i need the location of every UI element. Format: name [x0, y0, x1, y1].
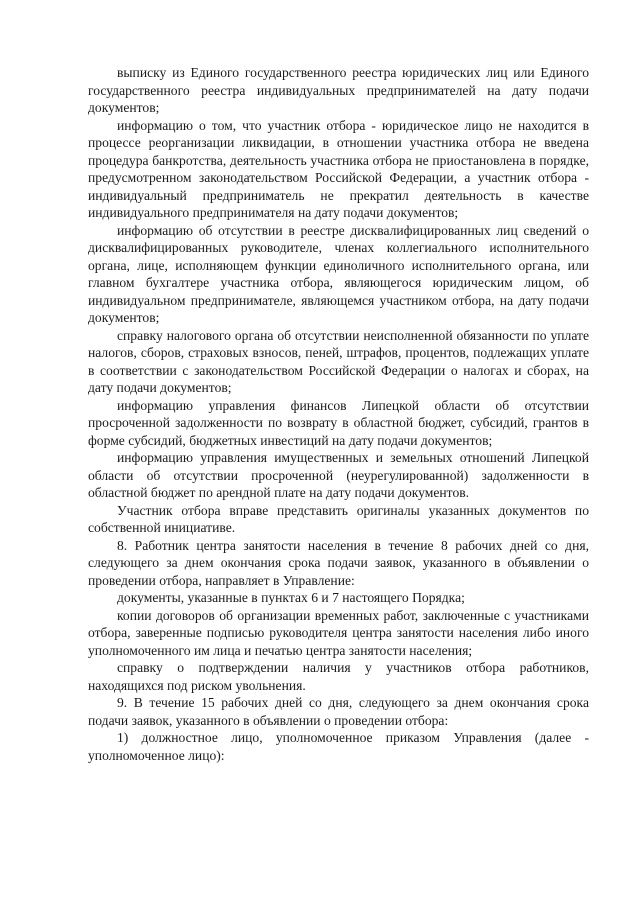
- paragraph-originals-right: Участник отбора вправе представить оригиналы указанных документов по собственной инициативе.: [88, 502, 589, 535]
- paragraph-contract-copies: копии договоров об организации временных работ, заключенные с участниками отбора, заверенные подписью руководителя центра занятости населения либо иного уполномоченного им лица и печатью центра занятости населения;: [88, 607, 589, 658]
- paragraph-authorized-official: 1) должностное лицо, уполномоченное приказом Управления (далее - уполномоченное лицо):: [88, 730, 589, 763]
- paragraph-item-8: 8. Работник центра занятости населения в течение 8 рабочих дней со дня, следующего за днем окончания срока подачи заявок, указанного в объявлении о проведении отбора, направляет в Управление:: [88, 537, 589, 588]
- paragraph-dismissal-risk-certificate: справку о подтверждении наличия у участников отбора работников, находящихся под риском увольнения.: [88, 660, 589, 693]
- paragraph-documents-6-7: документы, указанные в пунктах 6 и 7 настоящего Порядка;: [117, 590, 465, 605]
- paragraph-finance-debt-info: информацию управления финансов Липецкой области об отсутствии просроченной задолженности по возврату в областной бюджет, субсидий, грантов в форме субсидий, бюджетных инвестиций на дату подачи документов;: [88, 397, 589, 448]
- paragraph-property-debt-info: информацию управления имущественных и земельных отношений Липецкой области об отсутствии просроченной (неурегулированной) задолженности в областной бюджет по арендной плате на дату подачи документов.: [88, 450, 589, 500]
- paragraph-item-9: 9. В течение 15 рабочих дней со дня, следующего за днем окончания срока подачи заявок, указанного в объявлении о проведении отбора:: [88, 695, 589, 728]
- paragraph-reorganization-info: информацию о том, что участник отбора - юридическое лицо не находится в процессе реорганизации ликвидации, в отношении участника отбора не введена процедура банкротства, деятельность участника отбора не приостановлена в порядке, предусмотренном законодательством Российской Федерации, а участник отбора - индивидуальный предприниматель не прекратил деятельность в качестве индивидуального предпринимателя на дату подачи документов;: [88, 117, 589, 220]
- document-page: [88, 64, 589, 764]
- paragraph-disqualified-registry: информацию об отсутствии в реестре дисквалифицированных лиц сведений о дисквалифицированных руководителе, членах коллегиального исполнительного органа, лице, исполняющем функции единоличного исполнительного органа, или главном бухгалтере участника отбора, являющегося юридическим лицом, об индивидуальном предпринимателе, являющемся участником отбора, на дату подачи документов;: [88, 222, 589, 325]
- paragraph-tax-certificate: справку налогового органа об отсутствии неисполненной обязанности по уплате налогов, сборов, страховых взносов, пеней, штрафов, процентов, подлежащих уплате в соответствии с законодательством Российской Федерации о налогах и сборах, на дату подачи документов;: [88, 327, 589, 395]
- paragraph-egrul-extract: выписку из Единого государственного реестра юридических лиц или Единого государственного реестра индивидуальных предпринимателей на дату подачи документов;: [88, 65, 589, 115]
